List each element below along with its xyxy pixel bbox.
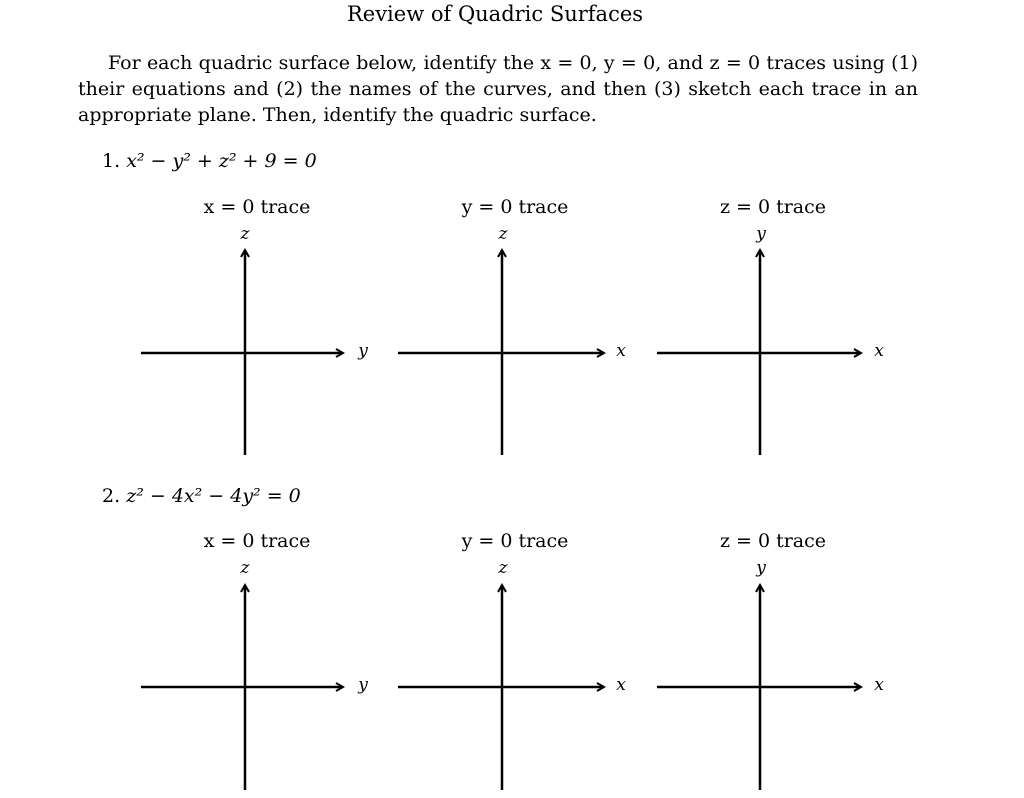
trace-label: z = 0 trace <box>719 530 827 552</box>
problem-equation: z² − 4x² − 4y² = 0 <box>126 485 301 507</box>
instructions-paragraph: For each quadric surface below, identify the x = 0, y = 0, and z = 0 traces using (1) their equations and (2) the names of the curves, and then (3) sketch each trace in an appropriate plane. Then, identify the quadric surface. <box>78 52 918 126</box>
trace-label: x = 0 trace <box>203 530 311 552</box>
horizontal-axis-label: x <box>616 341 626 361</box>
horizontal-axis-label: x <box>874 341 884 361</box>
problem-number: 2. <box>102 485 121 507</box>
axes-problem2-z-trace <box>657 585 861 790</box>
horizontal-axis-label: x <box>874 675 884 695</box>
problem-number: 1. <box>102 150 121 172</box>
axes-problem2-x-trace <box>141 585 343 790</box>
vertical-axis-label: y <box>756 558 766 578</box>
horizontal-axis-label: x <box>616 675 626 695</box>
axes-problem1-z-trace <box>657 250 861 455</box>
vertical-axis-label: y <box>756 224 766 244</box>
trace-label: y = 0 trace <box>461 196 569 218</box>
horizontal-axis-label: y <box>358 341 368 361</box>
trace-label: y = 0 trace <box>461 530 569 552</box>
vertical-axis-label: z <box>498 224 508 244</box>
axes-problem1-y-trace <box>398 250 604 455</box>
vertical-axis-label: z <box>240 224 250 244</box>
page-title: Review of Quadric Surfaces <box>346 2 644 26</box>
horizontal-axis-label: y <box>358 675 368 695</box>
vertical-axis-label: z <box>498 558 508 578</box>
problem-equation: x² − y² + z² + 9 = 0 <box>126 150 317 172</box>
axes-problem2-y-trace <box>398 585 604 790</box>
axes-problem1-x-trace <box>141 250 343 455</box>
vertical-axis-label: z <box>240 558 250 578</box>
trace-label: x = 0 trace <box>203 196 311 218</box>
trace-label: z = 0 trace <box>719 196 827 218</box>
